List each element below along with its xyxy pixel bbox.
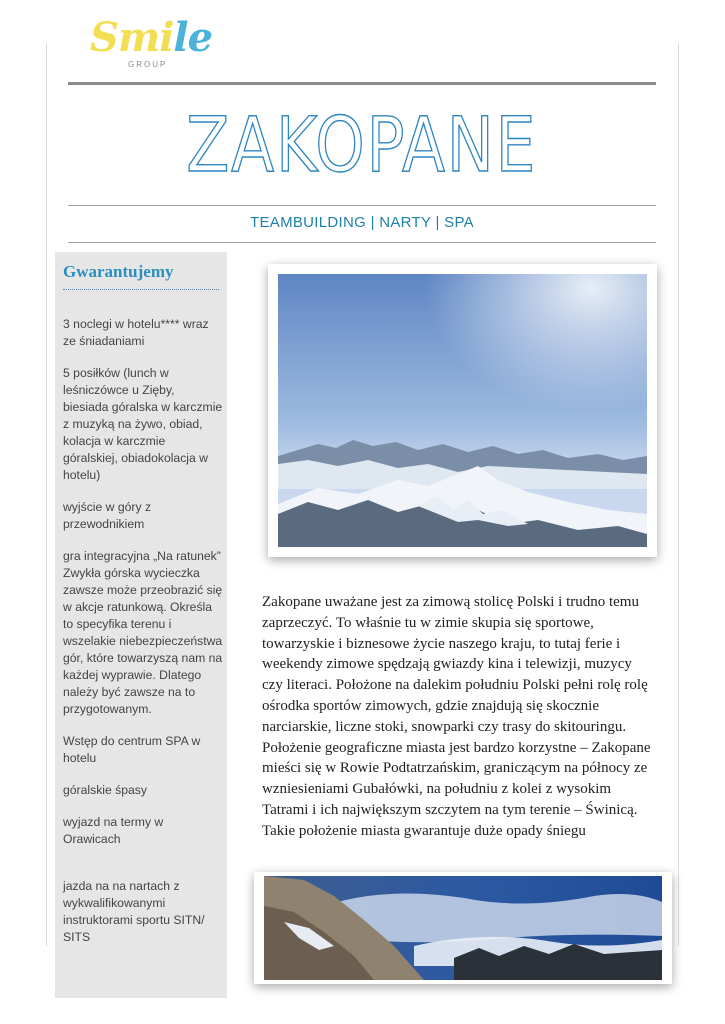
smile-group-logo bbox=[88, 12, 213, 74]
page-margin-right bbox=[678, 44, 679, 946]
logo-group-text: GROUP bbox=[128, 60, 168, 69]
sidebar bbox=[55, 252, 227, 998]
mountain-photo-image bbox=[278, 274, 647, 547]
panorama-photo bbox=[254, 872, 672, 984]
list-item: Wstęp do centrum SPA w hotelu bbox=[63, 734, 201, 765]
tagline: TEAMBUILDING | NARTY | SPA bbox=[250, 214, 474, 231]
list-item: wyjście w góry z przewodnikiem bbox=[63, 500, 152, 531]
list-item: góralskie śpasy bbox=[63, 783, 147, 797]
header-rule-top bbox=[68, 82, 656, 85]
list-item: jazda na na nartach z wykwalifikowanymi instruktorami sportu SITN/ SITS bbox=[63, 879, 205, 944]
list-item: wyjazd na termy w Orawicach bbox=[63, 815, 164, 846]
sidebar-heading: Gwarantujemy bbox=[63, 262, 174, 281]
article-text: Zakopane uważane jest za zimową stolicę Polski i trudno temu zaprzeczyć. To właśnie tu w zimie skupia się sportowe, towarzyskie i biznesowe życie naszego kraju, to tutaj ferie i weekendy zimowe spędzają gwiazdy kina i telewizji, muzycy czy literaci. Położone na dalekim południu Polski pełni rolę rolę ośrodka sportów zimowych, gdzie znajdują się skocznie narciarskie, liczne stoki, snowparki czy trasy do skitouringu. Położenie geograficzne miasta jest bardzo korzystne – Zakopane mieści się w Rowie Podtatrzańskim, graniczącym na północy ze wzniesieniami Gubałówki, na południu z kolei z wysokim Tatrami i ich największym szczytem na tym terenie – Świnicą. Takie położenie miasta gwarantuje duże opady śniegu bbox=[262, 594, 651, 839]
list-item: 5 posiłków (lunch w leśniczówce u Zięby, biesiada góralska w karczmie z muzyką na żywo, obiad, kolacja w karczmie góralskiej, obiadokolacja w hotelu) bbox=[63, 366, 223, 482]
sidebar-list bbox=[63, 316, 223, 961]
sidebar-dotted-divider bbox=[63, 289, 219, 290]
mountain-photo bbox=[268, 264, 657, 557]
header-rule-bottom bbox=[68, 242, 656, 243]
panorama-photo-image bbox=[264, 876, 662, 980]
list-item: gra integracyjna „Na ratunek” Zwykła górska wycieczka zawsze może przeobrazić się w akcje ratunkową. Określa to specyfika terenu i wszelakie niebezpieczeństwa gór, które towarzyszą nam na każdej wyprawie. Dlatego należy być zawsze na to przygotowanym. bbox=[63, 549, 223, 716]
page-margin-left bbox=[46, 44, 47, 946]
logo-word-tail: le bbox=[173, 14, 213, 61]
list-item: 3 noclegi w hotelu**** wraz ze śniadaniami bbox=[63, 317, 209, 348]
logo-word-main: Smi bbox=[90, 14, 174, 61]
header-rule-middle bbox=[68, 205, 656, 206]
page-title: ZAKOPANE bbox=[186, 100, 538, 189]
